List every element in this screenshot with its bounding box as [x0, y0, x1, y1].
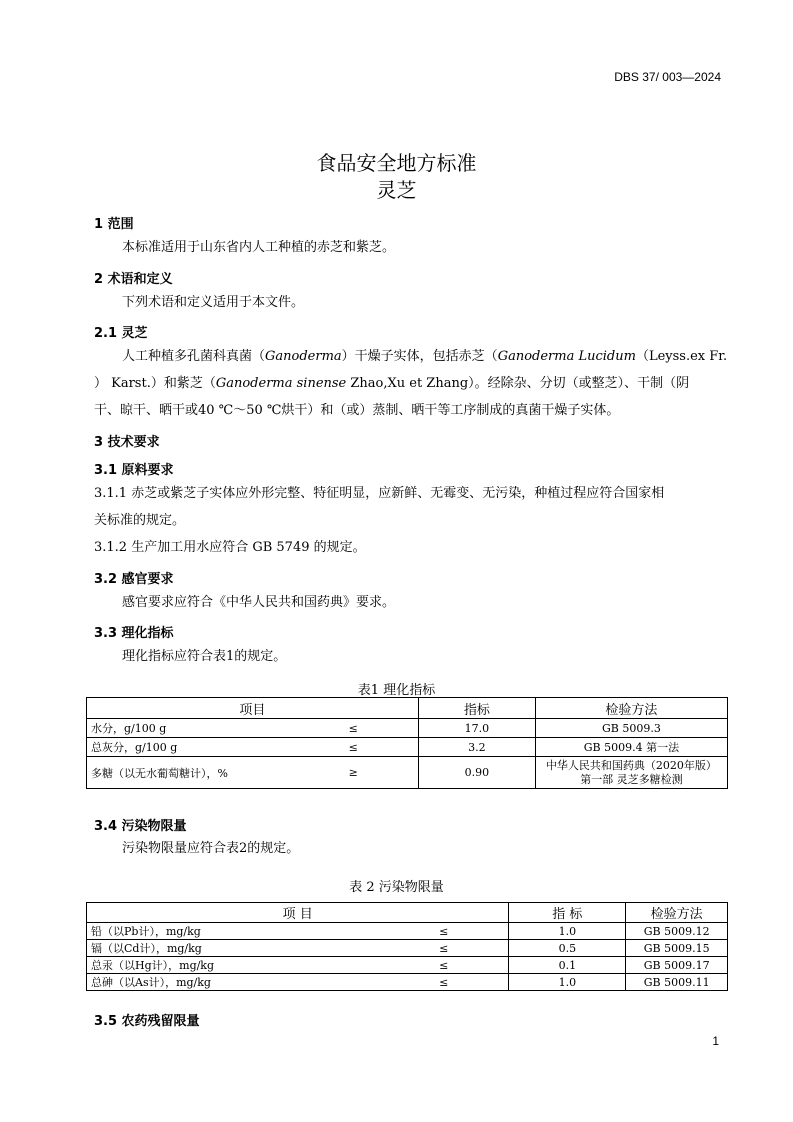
- section-text-terms: 下列术语和定义适用于本文件。: [122, 295, 305, 310]
- section-heading-lingzhi: 2.1 灵芝: [94, 326, 148, 341]
- table-row: [87, 974, 728, 991]
- table2-method: GB 5009.11: [626, 974, 728, 991]
- table2-item: 总砷（以As计），mg/kg: [87, 974, 358, 991]
- physchem-table: [86, 697, 728, 789]
- section-heading-sensory: 3.2 感官要求: [94, 572, 174, 587]
- table2-value: 1.0: [509, 974, 626, 991]
- table2-header-item: 项 目: [87, 903, 509, 923]
- table1-caption: 表1 理化指标: [357, 683, 436, 698]
- table-row: [87, 719, 728, 738]
- clause-3-1-2: 3.1.2 生产加工用水应符合 GB 5749 的规定。: [94, 540, 366, 555]
- table2-symbol: ≤: [357, 940, 509, 957]
- section-text-physchem: 理化指标应符合表1的规定。: [122, 649, 287, 664]
- section-heading-pesticide: 3.5 农药残留限量: [94, 1014, 200, 1029]
- table2-symbol: ≤: [357, 957, 509, 974]
- table1-method: GB 5009.3: [535, 719, 727, 738]
- table1-symbol: ≤: [307, 738, 419, 757]
- table2-method: GB 5009.12: [626, 923, 728, 940]
- section-heading-raw: 3.1 原料要求: [94, 463, 174, 478]
- table1-method: 中华人民共和国药典（2020年版） 第一部 灵芝多糖检测: [535, 757, 727, 789]
- table-row: [87, 940, 728, 957]
- table1-value: 3.2: [418, 738, 535, 757]
- definition-line-2: ） Karst.）和紫芝（Ganoderma sinense Zhao,Xu et Zhang）。经除杂、分切（或整芝）、干制（阴: [94, 376, 690, 391]
- table2-item: 铅（以Pb计），mg/kg: [87, 923, 358, 940]
- contaminants-table: [86, 902, 728, 991]
- table2-header-method: 检验方法: [626, 903, 728, 923]
- table-row: [87, 923, 728, 940]
- table2-value: 1.0: [509, 923, 626, 940]
- table2-item: 总汞（以Hg计），mg/kg: [87, 957, 358, 974]
- table2-method: GB 5009.17: [626, 957, 728, 974]
- table1-item: 水分，g/100 g: [87, 719, 307, 738]
- clause-3-1-1-cont: 关标准的规定。: [94, 513, 186, 528]
- table1-value: 0.90: [418, 757, 535, 789]
- document-code: DBS 37/ 003—2024: [614, 70, 721, 84]
- table2-header-value: 指 标: [509, 903, 626, 923]
- table-row: [87, 757, 728, 789]
- table1-header-method: 检验方法: [535, 698, 727, 719]
- table2-value: 0.1: [509, 957, 626, 974]
- definition-line-1: 人工种植多孔菌科真菌（Ganoderma）干燥子实体，包括赤芝（Ganoderma Lucidum（Leyss.ex Fr.: [122, 349, 728, 364]
- section-text-contaminants: 污染物限量应符合表2的规定。: [122, 841, 300, 856]
- page-number: 1: [712, 1034, 719, 1048]
- table1-header-value: 指标: [418, 698, 535, 719]
- definition-line-3: 干、晾干、晒干或40 ℃～50 ℃烘干）和（或）蒸制、晒干等工序制成的真菌干燥子实体。: [94, 403, 620, 418]
- document-subtitle: 灵芝: [376, 178, 417, 202]
- document-title: 食品安全地方标准: [316, 151, 477, 175]
- table2-symbol: ≤: [357, 923, 509, 940]
- section-text-sensory: 感官要求应符合《中华人民共和国药典》要求。: [122, 595, 396, 610]
- table1-method: GB 5009.4 第一法: [535, 738, 727, 757]
- table-row: [87, 957, 728, 974]
- table2-method: GB 5009.15: [626, 940, 728, 957]
- table1-item: 总灰分，g/100 g: [87, 738, 307, 757]
- section-text-scope: 本标准适用于山东省内人工种植的赤芝和紫芝。: [122, 240, 396, 255]
- clause-3-1-1: 3.1.1 赤芝或紫芝子实体应外形完整、特征明显，应新鲜、无霉变、无污染，种植过程应符合国家相: [94, 486, 665, 501]
- table1-item: 多糖（以无水葡萄糖计），%: [87, 757, 307, 789]
- section-heading-tech: 3 技术要求: [94, 435, 160, 450]
- table1-header-item: 项目: [87, 698, 419, 719]
- section-heading-physchem: 3.3 理化指标: [94, 626, 174, 641]
- table-row: [87, 738, 728, 757]
- table2-caption: 表 2 污染物限量: [349, 880, 444, 895]
- section-heading-contaminants: 3.4 污染物限量: [94, 819, 187, 834]
- section-heading-terms: 2 术语和定义: [94, 272, 173, 287]
- section-heading-scope: 1 范围: [94, 217, 134, 232]
- table1-symbol: ≥: [307, 757, 419, 789]
- table2-symbol: ≤: [357, 974, 509, 991]
- table2-value: 0.5: [509, 940, 626, 957]
- table1-value: 17.0: [418, 719, 535, 738]
- table2-item: 镉（以Cd计），mg/kg: [87, 940, 358, 957]
- table1-symbol: ≤: [307, 719, 419, 738]
